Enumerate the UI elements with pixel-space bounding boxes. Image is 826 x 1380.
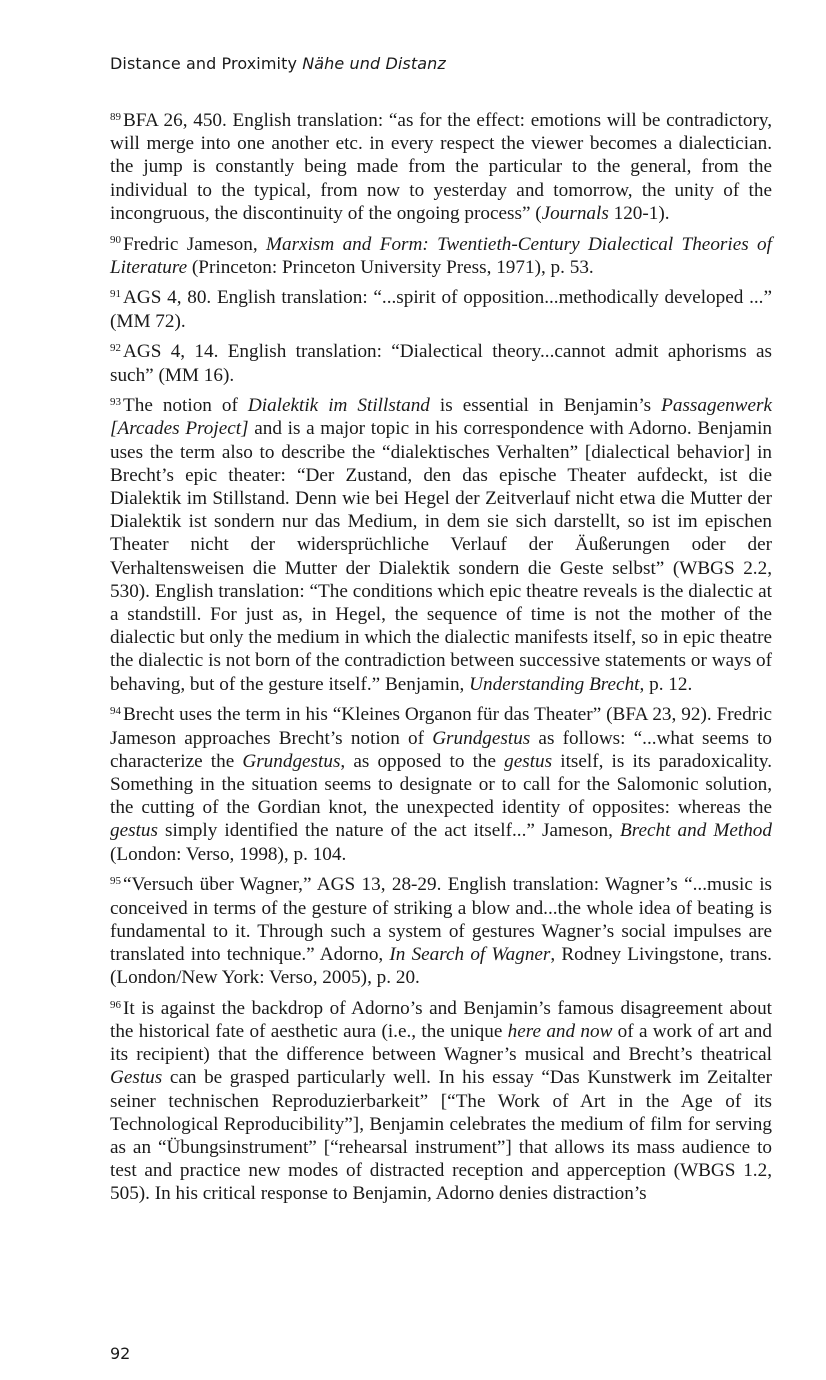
footnote — [110, 109, 772, 225]
footnote-text: , p. 12. — [639, 673, 693, 695]
footnote-italic-title: Passagenwerk [Arcades Project] — [110, 395, 772, 440]
footnote-italic-term: here and now — [507, 1021, 613, 1043]
footnote-text: can be grasped particularly well. In his essay “Das Kunstwerk im Zeitalter seiner technischen Reproduzierbarkeit” [“The Work of Art in the Age of its Technological Reproducibility”], Benjamin celebrates the medium of film for serving as an “Übungsinstrument” [“rehearsal instrument”] that allows its mass audience to test and practice new modes of distracted reception and apperception (WBGS 1.2, 505). In his critical response to Benjamin, Adorno denies distraction’s — [110, 1067, 772, 1205]
footnote-text: AGS 4, 14. English translation: “Dialectical theory...cannot admit aphorisms as such” (MM 16). — [110, 341, 772, 386]
running-header — [110, 54, 446, 73]
footnote-number: 89 — [110, 110, 121, 123]
footnote-text: AGS 4, 80. English translation: “...spirit of opposition...methodically developed ...” (MM 72). — [110, 287, 772, 332]
page-number: 92 — [110, 1344, 131, 1363]
footnote-text: “Versuch über Wagner,” AGS 13, 28-29. English translation: Wagner’s “...music is conceived in terms of the gesture of striking a blow and...the whole idea of beating is fundamental to it. Through such a system of gestures Wagner’s social impulses are translated into technique.” Adorno, — [110, 874, 772, 965]
footnote — [110, 233, 772, 279]
footnote-italic-term: Grundgestus — [432, 727, 531, 749]
footnote-text: as follows: “...what seems to characterize the — [110, 727, 772, 772]
footnote-number: 93 — [110, 396, 121, 409]
footnote-italic-title: Marxism and Form: Twentieth-Century Dialectical Theories of Literature — [110, 233, 772, 278]
footnote-italic-title: In Search of Wagner — [389, 943, 551, 965]
footnote-italic-term: Grundgestus — [242, 750, 341, 772]
footnote-italic-term: gestus — [110, 820, 158, 842]
running-header-title: Distance and Proximity — [110, 54, 298, 73]
footnote-italic-term: Dialektik im Stillstand — [247, 395, 430, 417]
footnote-text: is essential in Benjamin’s — [429, 395, 662, 417]
footnote-text: Fredric Jameson, — [123, 233, 267, 255]
footnote-text: It is against the backdrop of Adorno’s and Benjamin’s famous disagreement about the historical fate of aesthetic aura (i.e., the unique — [110, 997, 772, 1043]
footnote-italic-title: Understanding Brecht — [469, 673, 640, 695]
footnotes-section — [110, 109, 772, 1213]
footnote — [110, 340, 772, 386]
footnote — [110, 703, 772, 865]
footnote — [110, 286, 772, 332]
footnote-italic-title: Journals — [541, 202, 609, 224]
footnote-text: , Rodney Livingstone, trans. (London/New York: Verso, 2005), p. 20. — [110, 943, 772, 989]
footnote-text: Brecht uses the term in his “Kleines Organon für das Theater” (BFA 23, 92). Fredric Jameson approaches Brecht’s notion of — [110, 704, 772, 749]
footnote-text: , as opposed to the — [340, 750, 505, 772]
footnote-italic-title: Brecht and Method — [619, 820, 772, 842]
footnote — [110, 394, 772, 696]
footnote-number: 92 — [110, 342, 121, 355]
footnote-text: (Princeton: Princeton University Press, 1971), p. 53. — [187, 256, 594, 278]
footnote-text: The notion of — [123, 395, 248, 417]
footnote-text: 120-1). — [608, 202, 670, 224]
footnote — [110, 997, 772, 1206]
footnote-number: 91 — [110, 288, 121, 301]
footnote-number: 90 — [110, 234, 121, 247]
footnote-number: 95 — [110, 875, 121, 888]
footnote-text: and is a major topic in his correspondence with Adorno. Benjamin uses the term also to describe the “dialektisches Verhalten” [dialectical behavior] in Brecht’s epic theater: “Der Zustand, den das epische Theater aufdeckt, ist die Dialektik im Stillstand. Denn wie bei Hegel der Zeitverlauf nicht etwa die Mutter der Dialektik ist sondern nur das Medium, in dem sie sich darstellt, so ist im epischen Theater nicht der widersprüchliche Verlauf der Äußerungen oder der Verhaltensweisen die Mutter der Dialektik sondern die Geste selbst” (WBGS 2.2, 530). English translation: “The conditions which epic theatre reveals is the dialectic at a standstill. For just as, in Hegel, the sequence of time is not the mother of the dialectic but only the medium in which the dialectic manifests itself, so in epic theatre the dialectic is not born of the contradiction between successive statements or ways of behaving, but of the gesture itself.” Benjamin, — [110, 418, 772, 695]
footnote-text: (London: Verso, 1998), p. 104. — [110, 843, 347, 865]
footnote-text: simply identified the nature of the act itself...” Jameson, — [157, 820, 620, 842]
footnote — [110, 873, 772, 989]
footnote-text: of a work of art and its recipient) that the difference between Wagner’s musical and Brecht’s theatrical — [110, 1021, 772, 1066]
running-header-title-german: Nähe und Distanz — [302, 54, 446, 73]
footnote-number: 96 — [110, 998, 121, 1011]
footnote-italic-term: Gestus — [110, 1067, 163, 1089]
footnote-number: 94 — [110, 705, 121, 718]
footnote-italic-term: gestus — [504, 750, 553, 772]
footnote-text: itself, is its paradoxicality. Something in the situation seems to designate or to call for the Salomonic solution, the cutting of the Gordian knot, the unexpected identity of opposites: whereas the — [110, 750, 772, 819]
footnote-text: BFA 26, 450. English translation: “as for the effect: emotions will be contradictory, will merge into one another etc. in every respect the viewer becomes a dialectician. the jump is constantly being made from the particular to the general, from the individual to the typical, from now to yesterday and tomorrow, the unity of the incongruous, the discontinuity of the ongoing process” ( — [110, 110, 772, 224]
